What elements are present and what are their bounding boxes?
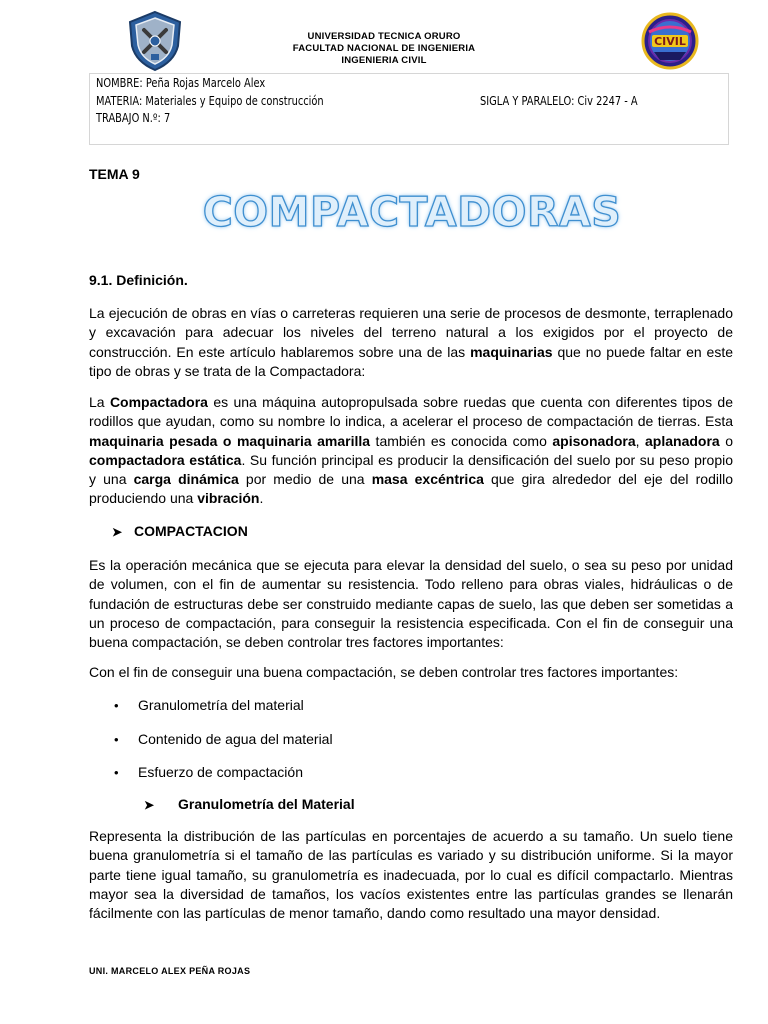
granulometria-heading: ➤ Granulometría del Material (144, 796, 355, 812)
definition-heading: 9.1. Definición. (89, 272, 188, 288)
definition-paragraph-2: La Compactadora es una máquina autopropulsada sobre ruedas que cuenta con diferentes tipos de rodillos que ayudan, como su nombre lo indica, a acelerar el proceso de compactación de tierras. Esta maquinaria pesada o maquinaria amarilla también es conocida como apisonadora, aplanadora o compactadora estática. Su función principal es producir la densificación del suelo por su peso propio y una carga dinámica por medio de una masa excéntrica que gira alrededor del eje del rodillo produciendo una vibración. (89, 394, 734, 507)
career-name: INGENIERIA CIVIL (341, 55, 427, 66)
civil-logo-text: CIVIL (654, 35, 686, 48)
compactacion-heading: ➤ COMPACTACION (112, 523, 248, 539)
list-item: • Esfuerzo de compactación (114, 764, 303, 780)
bullet-icon: • (114, 765, 119, 780)
definition-paragraph-1: La ejecución de obras en vías o carreteras requieren una serie de procesos de desmonte, terraplenado y excavación para adecuar los niveles del terreno natural a los exigidos por el proyecto de construcción. En este artículo hablaremos sobre una de las maquinarias que no puede faltar en este tipo de obras y se trata de la Compactadora: (89, 305, 734, 379)
assignment-number: TRABAJO N.º: 7 (96, 111, 171, 125)
student-info-box (89, 73, 729, 145)
student-name: NOMBRE: Peña Rojas Marcelo Alex (96, 76, 266, 90)
university-name: UNIVERSIDAD TECNICA ORURO (307, 31, 461, 42)
course-code: SIGLA Y PARALELO: Civ 2247 - A (480, 94, 638, 108)
bullet-icon: • (114, 698, 119, 713)
granulometria-paragraph: Representa la distribución de las partículas en porcentajes de acuerdo a su tamaño. Un suelo tiene buena granulometría si el tamaño de las partículas es variado y su distribución uniforme. Si la mayor parte tiene igual tamaño, su granulometría es inadecuada, por lo cual es difícil compactarlo. Mientras mayor sea la diversidad de tamaños, los vacíos existentes entre las partículas grandes se llenarán fácilmente con las partículas de menor tamaño, dando como resultado una mayor densidad. (89, 828, 733, 922)
document-title: COMPACTADORAS (202, 188, 622, 236)
civil-engineering-logo-icon (640, 12, 700, 70)
list-item: • Contenido de agua del material (114, 731, 333, 747)
list-item: • Granulometría del material (114, 697, 304, 713)
arrow-bullet-icon: ➤ (144, 798, 155, 812)
topic-label: TEMA 9 (89, 166, 140, 182)
faculty-name: FACULTAD NACIONAL DE INGENIERIA (292, 43, 476, 54)
page-footer: UNI. MARCELO ALEX PEÑA ROJAS (89, 966, 251, 976)
university-shield-logo-icon (124, 10, 186, 72)
compactacion-paragraph-2: Con el fin de conseguir una buena compactación, se deben controlar tres factores importantes: (89, 664, 679, 680)
course-subject: MATERIA: Materiales y Equipo de construcción (96, 94, 324, 108)
bullet-icon: • (114, 732, 119, 747)
compactacion-paragraph-1: Es la operación mecánica que se ejecuta para elevar la densidad del suelo, o sea su peso por unidad de volumen, con el fin de aumentar su resistencia. Todo relleno para obras viales, hidráulicas o de fundación de estructuras debe ser construido mediante capas de suelo, las que deben ser sometidas a un proceso de compactación, para conseguir la resistencia especificada. Con el fin de conseguir una buena compactación, se deben controlar tres factores importantes: (89, 557, 733, 651)
institution-header (240, 31, 528, 67)
arrow-bullet-icon: ➤ (112, 525, 123, 539)
